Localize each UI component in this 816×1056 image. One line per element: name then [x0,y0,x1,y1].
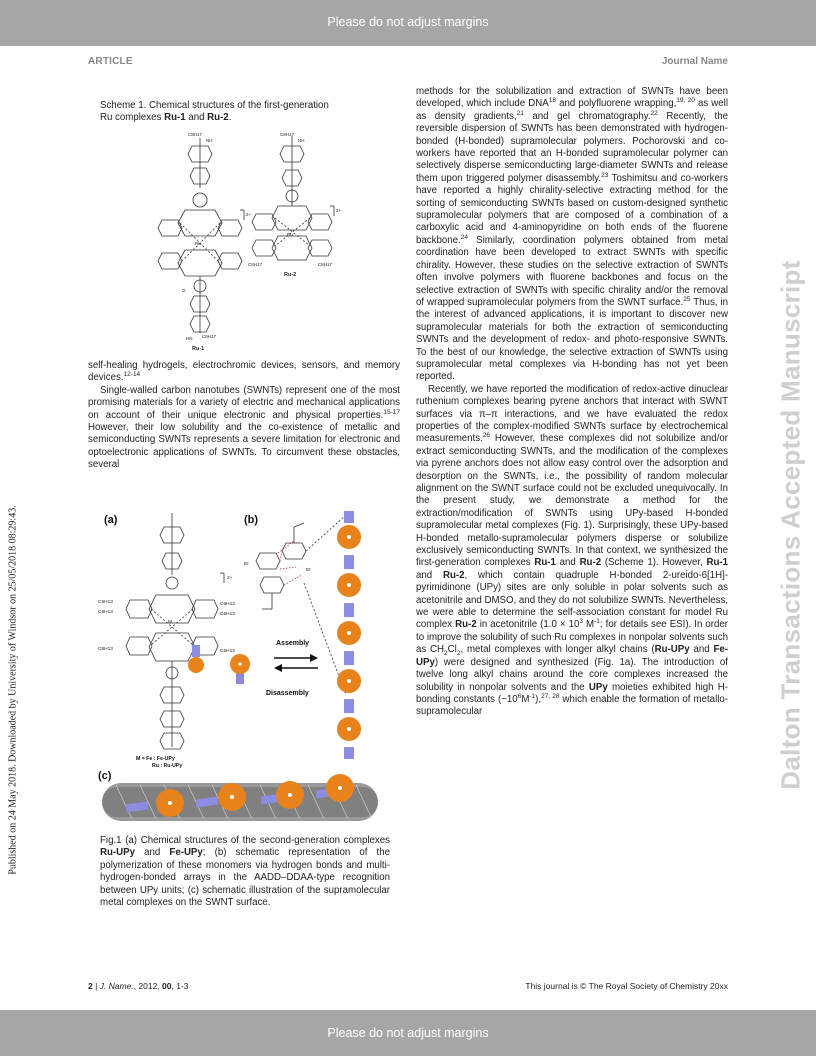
fig-c6h13-5: C6H13 [220,612,235,617]
supramolecular-chain [337,511,361,759]
assembly-equilibrium [188,645,318,684]
fig-charge-label: 2+ [227,576,233,581]
scheme-metal-ru1: Ru [195,241,201,246]
scheme-hn-ru1: HN [186,336,193,341]
fig-legend-fe: M = Fe : Fe-UPy [136,756,175,762]
fig-panel-b-label: (b) [244,514,259,526]
top-margin-banner [0,0,816,46]
header-article-label: ARTICLE [88,56,133,67]
scheme-1-structures [140,128,380,353]
footer-citation: 2 | J. Name., 2012, 00, 1-3 [88,981,189,991]
scheme-c8h17-ru2-left: C8H17 [248,262,263,267]
left-paragraph-2: Single-walled carbon nanotubes (SWNTs) represent one of the most promising materials for a variety of electric and mechanical applications on account of their unique electronic and physical properties.$^{15-17}$ However, their low solubility and the co-existence of metallic and semiconducting SWNTs represents a severe limitation for electronic and optoelectronic applications of SWNTs. To circumvent these obstacles, several [88,384,400,471]
fig-assembly-label: Assembly [276,640,310,647]
left-paragraph-1: self-healing hydrogels, electrochromic devices, sensors, and memory devices.$^{12-14}$ [88,360,400,384]
fig-metal-label: M [168,620,172,625]
fig-c6h13-2: C6H13 [98,610,113,615]
fig-panel-c-label: (c) [98,770,112,782]
scheme-charge-ru1: 2+ [246,212,252,217]
fig-disassembly-label: Disassembly [266,690,309,697]
fig-c6h13-6: C6H13 [220,649,235,654]
right-column-text [416,86,728,719]
fig-et-2: Et [306,568,311,573]
published-sidebar [0,0,26,1056]
accepted-watermark-text: Dalton Transactions Accepted Manuscript [775,260,806,790]
figure-1-caption: Fig.1 (a) Chemical structures of the second-generation complexes Ru-UPy and Fe-UPy; (b) schematic representation of the polymerization of these monomers via hydrogen bonds and multi-hydrogen-bonded arrays in the AADD–DDAA-type recognition between UPy units; (c) schematic illustration of the supramolecular metal complexes on the SWNT surface. [100,835,391,909]
header-journal-name: Journal Name [661,56,728,67]
scheme-caption: Scheme 1. Chemical structures of the first-generation Ru complexes Ru-1 and Ru-2. [100,100,329,124]
scheme-o-ru1: O [182,288,186,293]
scheme-c8h17-ru2-right: C8H17 [318,262,333,267]
fig-c6h13-3: C6H13 [98,647,113,652]
scheme-nh-ru2: NH [298,138,305,143]
scheme-c8h17-ru1-top: C8H17 [188,132,203,137]
fig-c6h13-4: C6H13 [220,602,235,607]
fig-legend-ru: Ru : Ru-UPy [152,763,183,769]
bottom-banner-text: Please do not adjust margins [327,1026,489,1040]
scheme-nh-ru1: NH [206,138,213,143]
fig-c6h13-1: C6H13 [98,600,113,605]
left-column-text [88,360,400,472]
swnt-illustration [102,774,378,821]
fig-et-1: Et [244,562,249,567]
accepted-watermark [766,0,816,1056]
scheme-label-ru2: Ru-2 [284,272,297,278]
scheme-c8h17-ru1-bottom: C8H17 [202,334,217,339]
figure-1 [96,505,396,827]
top-banner-text: Please do not adjust margins [327,15,489,29]
fig-panel-a-label: (a) [104,514,118,526]
scheme-c8h17-ru2-top: C8H17 [280,132,295,137]
footer-copyright: This journal is © The Royal Society of Chemistry 20xx [525,981,728,991]
bottom-margin-banner [0,1010,816,1056]
scheme-charge-ru2: 2+ [336,208,342,213]
published-note: Published on 24 May 2018. Downloaded by University of Windsor on 25/05/2018 08:29:43. [7,505,19,875]
scheme-label-ru1: Ru-1 [192,346,205,352]
right-paragraph-1: methods for the solubilization and extraction of SWNTs have been developed, which include DNA$^{18}$ and polyfluorene wrapping,$^{19, 20}$ as well as density gradients,$^{21}$ and gel chromatography.$^{22}$ Recently, the reversible dispersion of SWNTs has been demonstrated with hydrogen-bonded (H-bonded) supramolecular polymers. Pochorovski and co-workers have reported that an H-bonded supramolecular polymer can selectively disperse semiconducting large-diameter SWNTs and release them upon triggered polymer disassembly.$^{23}$ Toshimitsu and co-workers have reported a highly chirality-selective extracting method for the sorting of semiconducting SWNTs based on custom-designed synthetic supramolecular polymers that are composed of a combination of a carboxylic acid and 4-aminopyridine on both ends of the fluorene backbone.$^{24}$ Similarly, coordination polymers obtained from metal coordination have been developed to extract SWNTs with specific chirality. However, these studies on the selective extraction of SWNTs often involve polymers with fluorene backbones and focus on the selective extraction of SWNTs with specific chirality and/or the removal of wrapped supramolecular polymers from the SWNT surface.$^{25}$ Thus, in the interest of advanced applications, it is important to discover new supramolecular materials for both the extraction of semiconducting SWNTs and the development of redox- and photo-responsive SWNTs. To the best of our knowledge, the selective extraction of SWNTs using supramolecular metal complexes via H-bonding has not yet been reported. [416,86,728,383]
right-paragraph-2: Recently, we have reported the modification of redox-active dinuclear ruthenium complexes bearing pyrene anchors that interact with SWNT surfaces via π–π interactions, and we have evaluated the redox properties of the complex-modified SWNTs surface by electrochemical measurements.$^{26}$ However, these complexes did not solubilize and/or extract semiconducting SWNTs, and the modification of the complexes via pyrene anchors does not allow easy control over the adsorption and desorption on the SWNTs, i.e., the possibility of random molecular alignment on the SWNT surface could not be excluded unequivocally. In the present study, we demonstrate a method for the extraction/modification of SWNTs using UPy-based H-bonded supramolecular metal complexes (Fig. 1). Surprisingly, these UPy-based H-bonded metallo-supramolecular polymers disperse or solubilize exclusively semiconducting SWNTs. In that context, we synthesized the first-generation complexes Ru-1 and Ru-2 (Scheme 1). However, Ru-1 and Ru-2, which contain quadruple H-bonded 2-ureido-6[1H]-pyrimidinone (UPy) sites are only soluble in polar solvents such as acetonitrile and DMSO, and they do not solubilize SWNTs. Nevertheless, we were able to determine the self-association constant for model Ru complex Ru-2 in acetonitrile ($1.0 \times 10^3$ $M^{-1}$; for details see ESI). In order to improve the solubility of such Ru complexes in nonpolar solvents such as $CH_2Cl_2$, metal complexes with longer alkyl chains (Ru-UPy and Fe-UPy) were designed and synthesized (Fig. 1a). The introduction of twelve long alkyl chains around the core complexes increased the solubility in nonpolar solvents and the UPy moieties exhibited high H-bonding constants $(\sim 10^6M^{-1}),^{27, 28}$ which enable the formation of metallo-supramolecular [416,383,729,718]
scheme-metal-ru2: Ru [287,232,293,237]
